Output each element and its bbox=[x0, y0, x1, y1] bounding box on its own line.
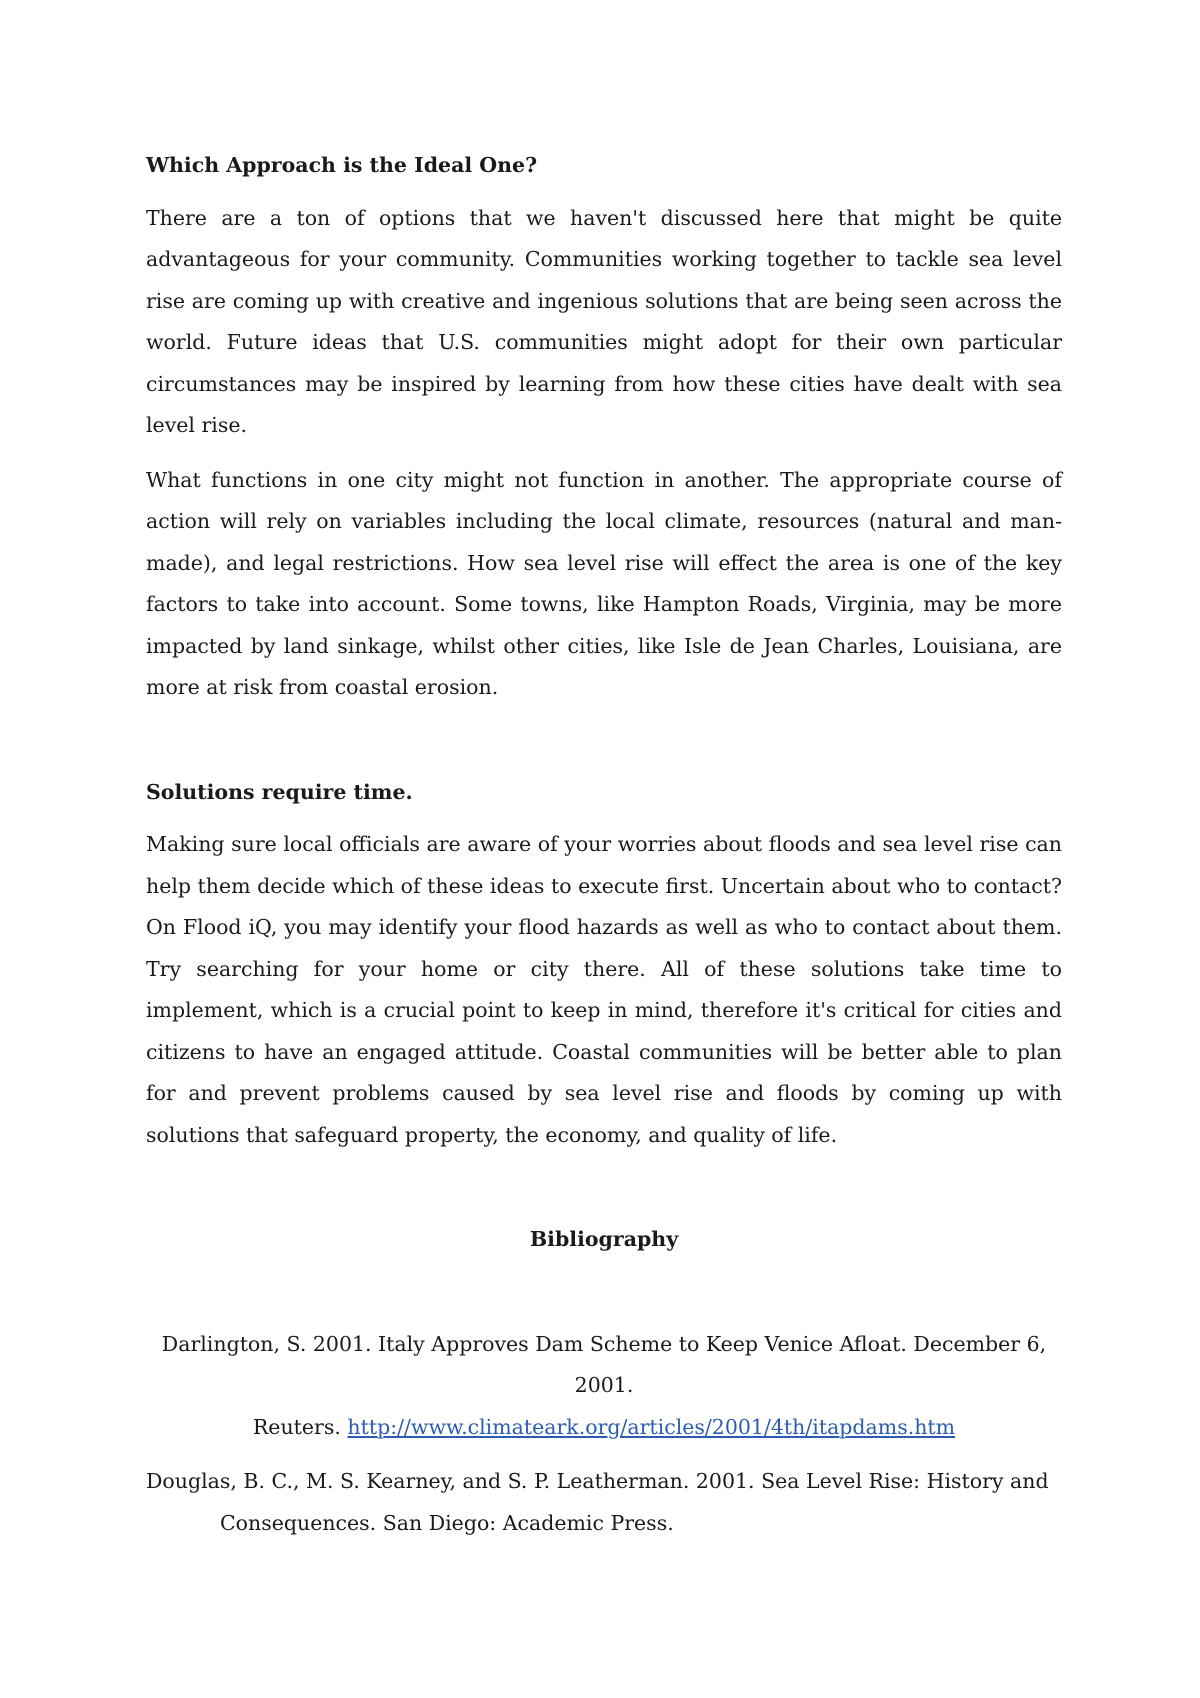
section-heading-solutions-time: Solutions require time. bbox=[146, 779, 413, 804]
bibliography-entry-darlington-source bbox=[146, 1407, 1062, 1449]
paragraph-options: There are a ton of options that we haven't discussed here that might be quite advantageous for your community. Communities working together to tackle sea level rise are coming up with creative and ingenious solutions that are being seen across the world. Future ideas that U.S. communities might adopt for their own particular circumstances may be inspired by learning from how these cities have dealt with sea level rise. bbox=[146, 205, 1062, 437]
section-heading-ideal-approach: Which Approach is the Ideal One? bbox=[146, 153, 538, 177]
document-body bbox=[146, 145, 1062, 1544]
paragraph-functions: What functions in one city might not function in another. The appropriate course of action will rely on variables including the local climate, resources (natural and man-made), and legal restrictions. How sea level rise will effect the area is one of the key factors to take into account. Some towns, like Hampton Roads, Virginia, may be more impacted by land sinkage, whilst other cities, like Isle de Jean Charles, Louisiana, are more at risk from coastal erosion. bbox=[146, 467, 1062, 699]
bibliography-entry-douglas: Douglas, B. C., M. S. Kearney, and S. P. Leatherman. 2001. Sea Level Rise: History and Consequences. San Diego: Academic Press. bbox=[146, 1469, 1049, 1535]
paragraph-local-officials: Making sure local officials are aware of your worries about floods and sea level rise can help them decide which of these ideas to execute first. Uncertain about who to contact? On Flood iQ, you may identify your flood hazards as well as who to contact about them. Try searching for your home or city there. All of these solutions take time to implement, which is a crucial point to keep in mind, therefore it's critical for cities and citizens to have an engaged attitude. Coastal communities will be better able to plan for and prevent problems caused by sea level rise and floods by coming up with solutions that safeguard property, the economy, and quality of life. bbox=[146, 832, 1062, 1147]
bibliography-link-climateark[interactable]: http://www.climateark.org/articles/2001/4th/itapdams.htm bbox=[347, 1414, 956, 1439]
bibliography-entry-darlington-text: Darlington, S. 2001. Italy Approves Dam Scheme to Keep Venice Afloat. December 6, 2001. bbox=[161, 1331, 1047, 1397]
bibliography-entry-darlington bbox=[146, 1324, 1062, 1449]
bibliography-title: Bibliography bbox=[529, 1227, 679, 1251]
bibliography-entry-darlington-publisher: Reuters. bbox=[252, 1414, 341, 1439]
